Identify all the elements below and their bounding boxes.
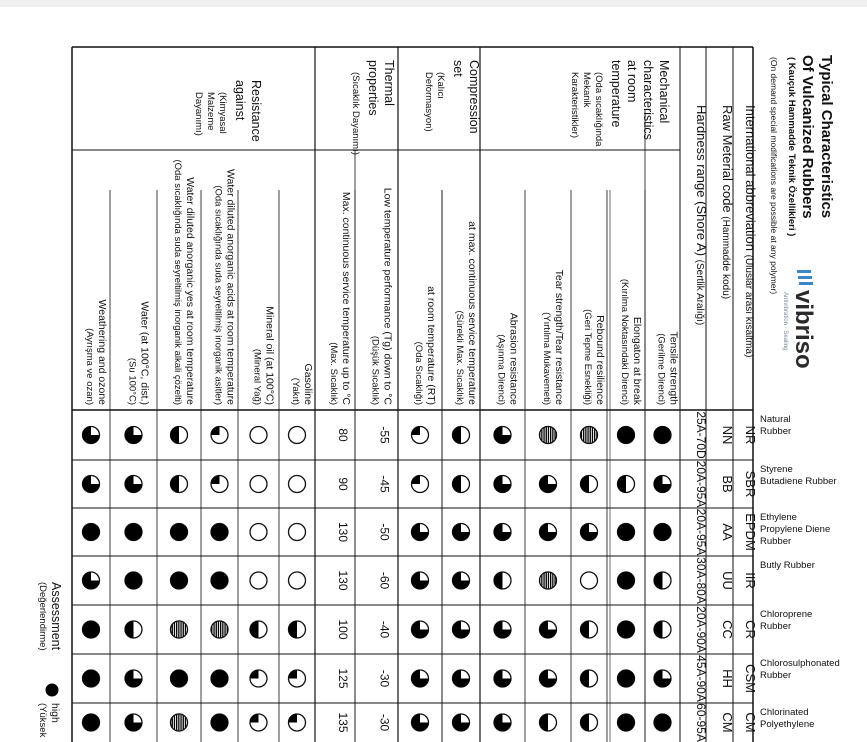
property-value: -30 [377, 713, 392, 732]
material-name: Butly Rubber [760, 560, 815, 571]
title-line-2: Of Vulcanized Rubbers [799, 55, 816, 219]
rating-dot-empty [250, 572, 267, 589]
property-label: Rebound resilience [594, 315, 606, 405]
property-label: Water (at 100°C, dist.) [138, 301, 151, 405]
rating-dot-full [618, 427, 635, 444]
group-sublabel-mechanical: Mekanik [581, 72, 592, 108]
property-value: -50 [377, 523, 392, 541]
property-label: Low temperature performance (Tg) down to °C [381, 187, 394, 405]
rating-dot-hatch [581, 427, 598, 444]
brand-name: vibriso [790, 290, 817, 369]
rating-dot-3q [581, 524, 598, 541]
material-name: Propylene Diene [760, 524, 831, 535]
rating-dot-q [289, 714, 306, 731]
group-label-thermal: properties [366, 60, 380, 116]
rating-dot-3q [494, 621, 511, 638]
rating-dot-q [211, 476, 228, 493]
rating-dot-empty [250, 524, 267, 541]
rating-dot-3q [412, 621, 429, 638]
rating-dot-full [618, 572, 635, 589]
rating-dot-hatch [171, 621, 188, 638]
rating-dot-empty [250, 427, 267, 444]
rating-dot-3q [453, 524, 470, 541]
property-sublabel: (Yırtılma Mukavemeti) [541, 312, 552, 405]
rating-dot-3q [125, 476, 142, 493]
property-label: Max. continuous service temperature up to °C [340, 191, 352, 405]
subtitle-tr: ( Kauçuk Hammadde Teknik Özellikleri ) [786, 57, 797, 237]
property-sublabel: (Oda sıcaklığında suda seyreltilmiş inorganik alkali çözelti) [172, 159, 183, 405]
rating-dot-3q [125, 670, 142, 687]
property-value: -55 [377, 426, 392, 444]
header-value: 60-95A [694, 703, 708, 742]
property-value: 130 [336, 570, 350, 591]
property-value: 130 [336, 521, 350, 543]
property-label: at max. continuous service temperature [466, 221, 478, 405]
group-label-mechanical: temperature [609, 60, 623, 128]
rating-dot-full [83, 621, 100, 638]
property-label: at room temperature (RT) [425, 286, 437, 405]
rating-dot-3q [494, 427, 511, 444]
property-sublabel: (Gerilme Direnci) [655, 333, 667, 405]
group-sublabel-resistance: Malzeme [205, 92, 216, 131]
header-value: CSM [743, 664, 758, 693]
material-name: Rubber [760, 670, 792, 681]
property-value: -40 [377, 620, 392, 639]
rating-dot-half [125, 621, 142, 638]
rating-dot-full [618, 621, 635, 638]
property-sublabel: (Oda sıcaklığında suda seyreltilmiş inorganik asitler) [212, 185, 224, 405]
rating-dot-3q [453, 714, 470, 731]
header-value: BB [720, 475, 735, 493]
rating-dot-3q [540, 476, 557, 493]
rating-dot-3q [453, 572, 470, 589]
material-name: Rubber [760, 426, 792, 437]
rating-dot-hatch [540, 427, 557, 444]
header-value: SBR [743, 470, 758, 498]
rating-dot-full [83, 670, 100, 687]
rating-dot-q [250, 714, 267, 731]
rating-dot-q [250, 670, 267, 687]
rating-dot-empty [581, 572, 598, 589]
rating-dot-3q [412, 572, 429, 589]
group-sublabel-resistance: (Kimyasal [217, 92, 228, 134]
rating-dot-half [654, 572, 671, 589]
header-label: International abbreviation (Uluslar arası kısaltma) [743, 105, 758, 358]
material-name: Natural [760, 414, 791, 425]
group-label-mechanical: characteristics [641, 60, 655, 140]
material-name: Rubber [760, 621, 792, 632]
property-sublabel: (Ayrışma ve ozan) [84, 328, 95, 405]
rating-dot-full [654, 524, 671, 541]
rating-dot-half [171, 427, 188, 444]
property-sublabel: (Aşınma Direnci) [495, 334, 507, 405]
material-name: Chlorosulphonated [760, 658, 840, 669]
rating-dot-3q [494, 714, 511, 731]
legend-full-dot [46, 684, 59, 697]
header-value: HH [720, 669, 735, 688]
property-label: Tensile strength [667, 331, 680, 405]
rating-dot-empty [289, 476, 306, 493]
brand-logo [782, 270, 817, 369]
rating-dot-3q [654, 476, 671, 493]
rating-dot-3q [412, 670, 429, 687]
rating-dot-empty [289, 572, 306, 589]
property-label: Gasoline [302, 363, 314, 405]
group-sublabel-compression: (Kalıcı [435, 72, 446, 99]
rating-dot-3q [540, 670, 557, 687]
rating-dot-full [171, 572, 188, 589]
property-value: 90 [336, 477, 350, 491]
rating-dot-3q [125, 427, 142, 444]
group-sublabel-mechanical: (Oda sıcaklığında [593, 72, 604, 147]
group-label-resistance: Resistance [249, 80, 263, 142]
rating-dot-half [453, 427, 470, 444]
property-sublabel: (Mineral Yağ) [251, 348, 263, 405]
property-label: Abrasion resistance [507, 312, 520, 405]
rating-dot-q [412, 427, 429, 444]
header-value: CM [743, 712, 758, 733]
rating-dot-q [211, 427, 228, 444]
rating-dot-half [581, 476, 598, 493]
rating-dot-full [618, 714, 635, 731]
material-name: Chlorinated [760, 707, 809, 718]
group-label-thermal: Thermal [382, 60, 396, 106]
header-value: 45A-90A [694, 655, 708, 702]
header-value: 20A-95A [694, 460, 708, 508]
property-value: -60 [377, 571, 392, 590]
rating-dot-3q [494, 476, 511, 493]
rating-dot-half [581, 621, 598, 638]
rating-dot-half [171, 476, 188, 493]
group-label-resistance: against [233, 80, 247, 121]
rating-dot-empty [250, 476, 267, 493]
property-label: Weathering and ozone [96, 299, 108, 405]
assessment-label-tr: (Değerlendirme) [37, 582, 48, 651]
header-value: NR [743, 425, 758, 445]
property-value: 80 [336, 428, 350, 442]
rating-dot-3q [125, 714, 142, 731]
header-value: NN [720, 425, 735, 445]
group-sublabel-thermal: (Sıcaklık Dayanımı) [350, 72, 361, 155]
rating-dot-3q [83, 476, 100, 493]
rating-dot-3q [540, 621, 557, 638]
table-cells [37, 60, 840, 742]
material-name: Butadiene Rubber [760, 476, 837, 487]
group-label-mechanical: at room [625, 60, 639, 103]
header-value: CC [720, 620, 735, 639]
rating-dot-half [289, 621, 306, 638]
material-name: Rubber [760, 536, 792, 547]
rating-dot-full [83, 714, 100, 731]
rating-dot-3q [494, 670, 511, 687]
property-sublabel: (Düşük Sıcaklık) [369, 335, 381, 405]
rating-dot-3q [83, 572, 100, 589]
rating-dot-half [540, 714, 557, 731]
material-name: Styrene [760, 464, 793, 475]
property-sublabel: (Geri Tepme Esnekliği) [582, 309, 593, 405]
property-sublabel: (Su 100°C) [126, 357, 138, 405]
rating-dot-hatch [211, 621, 228, 638]
header-value: 25A-70D [694, 411, 708, 459]
header-value: CR [743, 620, 758, 639]
rating-dot-full [125, 524, 142, 541]
rating-dot-half [654, 621, 671, 638]
rating-dot-3q [654, 670, 671, 687]
property-sublabel: (Yakıt) [290, 377, 301, 405]
header-value: UU [720, 571, 735, 590]
header-label: Hardness range (Shore A) (Sertlik Aralığı) [694, 105, 709, 326]
legend-high: high [49, 703, 61, 723]
property-sublabel: (Kırılma Noktasındaki Direnci) [619, 278, 630, 405]
group-label-compression: Compression [467, 60, 481, 134]
rating-dot-full [618, 524, 635, 541]
vibriso-logo-icon [797, 270, 813, 285]
rating-dot-3q [453, 670, 470, 687]
rating-dot-3q [83, 427, 100, 444]
rating-dot-full [83, 524, 100, 541]
brand-tagline: Antivibration · Sealing [782, 292, 788, 351]
note: (On demand special modifications are possible at any polymer) [769, 57, 779, 295]
rating-dot-q [412, 476, 429, 493]
rating-dot-half [618, 476, 635, 493]
group-label-mechanical: Mechanical [657, 60, 671, 124]
property-sublabel: (Sürekli Max. Sıcaklık) [454, 310, 465, 405]
legend-high-tr: (Yüksek [37, 703, 48, 738]
property-value: 125 [336, 668, 350, 689]
rating-dot-full [211, 524, 228, 541]
group-sublabel-mechanical: Karakteristikler) [569, 72, 580, 138]
group-label-compression: set [451, 60, 465, 77]
rating-dot-half [581, 670, 598, 687]
property-value: 135 [336, 712, 350, 733]
group-sublabel-resistance: Dayanımı) [193, 92, 204, 136]
rating-dot-empty [289, 524, 306, 541]
rating-dot-3q [412, 524, 429, 541]
header-value: IIR [743, 572, 758, 589]
rating-dot-3q [494, 524, 511, 541]
rating-dot-half [250, 621, 267, 638]
property-label: Elongaton at break [631, 316, 643, 405]
property-sublabel: (Max. Sıcaklık) [328, 342, 339, 405]
rating-dot-full [211, 714, 228, 731]
rating-dot-half [453, 476, 470, 493]
header-value: 20A-95A [694, 508, 708, 556]
header-value: EPDM [743, 513, 758, 551]
rating-dot-full [171, 670, 188, 687]
rating-dot-full [211, 670, 228, 687]
rating-dot-full [171, 524, 188, 541]
header-value: CM [720, 712, 735, 733]
property-label: Tear strength/Tear resistance [553, 269, 565, 405]
rating-dot-full [125, 572, 142, 589]
rating-dot-q [289, 670, 306, 687]
material-name: Polyethylene [760, 719, 815, 730]
property-sublabel: (Oda Sıcaklığı) [413, 341, 424, 405]
material-name: Ethylene [760, 512, 797, 523]
header-value: 20A-90A [694, 606, 708, 653]
header-value: 30A-80A [694, 557, 708, 604]
property-label: Mineral oil (at 100°C) [263, 306, 276, 405]
property-label: Water diluted anorganic acids at room temperature [224, 169, 237, 405]
material-name: Chloroprene [760, 609, 813, 620]
rating-dot-empty [289, 427, 306, 444]
rating-dot-hatch [540, 572, 557, 589]
rating-dot-3q [453, 621, 470, 638]
header-label: Raw Meterial code (Hammadde kodu) [720, 105, 735, 300]
property-value: 100 [336, 619, 350, 640]
property-label: Water diluted anorganic yes at room temperature [184, 177, 196, 405]
title-line-1: Typical Characteristics [818, 55, 835, 219]
rating-dot-full [211, 572, 228, 589]
rating-dot-hatch [171, 714, 188, 731]
rating-dot-full [654, 714, 671, 731]
rating-dot-half [581, 714, 598, 731]
assessment-label: Assessment [49, 582, 63, 651]
rating-dot-full [618, 670, 635, 687]
rating-dot-3q [412, 714, 429, 731]
header-value: AA [720, 523, 735, 541]
rating-dot-half [494, 572, 511, 589]
rating-dot-full [654, 427, 671, 444]
rating-dot-3q [540, 524, 557, 541]
property-value: -45 [377, 475, 392, 493]
group-sublabel-compression: Deformasyon) [423, 72, 434, 132]
property-value: -30 [377, 669, 392, 688]
